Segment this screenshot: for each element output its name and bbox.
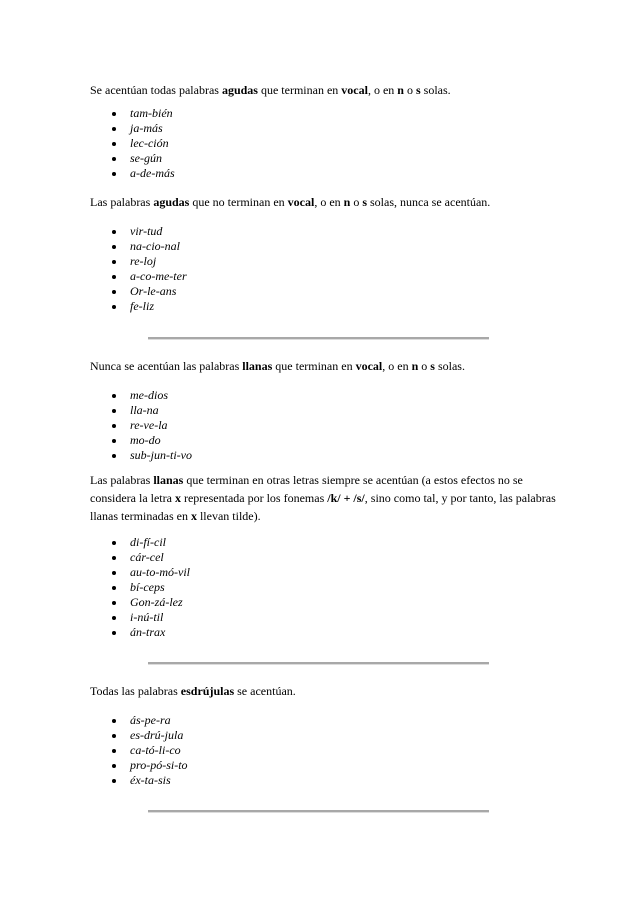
text-segment: , sino como tal, y por tanto, las palabras llanas terminadas en bbox=[90, 491, 556, 523]
bold-term: s bbox=[430, 359, 435, 373]
text-segment: que terminan en bbox=[257, 83, 342, 97]
list-item: Gon-zá-lez bbox=[90, 595, 190, 610]
list-item: es-drú-jula bbox=[90, 728, 188, 743]
list-item: án-trax bbox=[90, 625, 190, 640]
text-segment: que terminan en bbox=[272, 359, 356, 373]
list-item: re-loj bbox=[90, 254, 187, 269]
word-list-llanas-acentuadas bbox=[90, 535, 190, 640]
list-item: re-ve-la bbox=[90, 418, 192, 433]
text-segment: que no terminan en bbox=[189, 195, 288, 209]
list-item: me-dios bbox=[90, 388, 192, 403]
bold-term: llanas bbox=[153, 473, 184, 487]
text-segment: Nunca se acentúan las palabras bbox=[90, 359, 243, 373]
text-segment: representada por los fonemas bbox=[180, 491, 328, 505]
bold-term: vocal bbox=[287, 195, 315, 209]
list-item: cár-cel bbox=[90, 550, 190, 565]
list-item: tam-bién bbox=[90, 106, 175, 121]
horizontal-rule bbox=[148, 337, 489, 340]
paragraph-llanas-acentuadas bbox=[90, 471, 560, 525]
text-segment: Todas las palabras bbox=[90, 684, 181, 698]
bold-term: esdrújulas bbox=[180, 684, 235, 698]
list-item: bí-ceps bbox=[90, 580, 190, 595]
text-segment: Las palabras bbox=[90, 195, 154, 209]
text-segment: o bbox=[418, 359, 431, 373]
text-segment: se acentúan. bbox=[234, 684, 296, 698]
paragraph-agudas-sin-tilde bbox=[90, 193, 560, 211]
bold-term: /k/ + /s/ bbox=[327, 491, 365, 505]
list-item: mo-do bbox=[90, 433, 192, 448]
bold-term: vocal bbox=[341, 83, 368, 97]
paragraph-llanas-sin-tilde bbox=[90, 357, 560, 375]
text-segment: , o en bbox=[382, 359, 412, 373]
text-segment: llevan tilde). bbox=[196, 509, 261, 523]
text-segment: solas. bbox=[420, 83, 451, 97]
list-item: se-gún bbox=[90, 151, 175, 166]
word-list-agudas-acentuadas bbox=[90, 106, 175, 181]
list-item: ja-más bbox=[90, 121, 175, 136]
bold-term: n bbox=[397, 83, 404, 97]
text-segment: que terminan en otras letras siempre se acentúan (a estos efectos no se considera la letra bbox=[90, 473, 523, 505]
list-item: Or-le-ans bbox=[90, 284, 187, 299]
text-segment: Se acentúan todas palabras bbox=[90, 83, 222, 97]
text-segment: , o en bbox=[367, 83, 398, 97]
list-item: a-co-me-ter bbox=[90, 269, 187, 284]
bold-term: s bbox=[362, 195, 368, 209]
text-segment: solas. bbox=[434, 359, 465, 373]
word-list-esdrujulas bbox=[90, 713, 188, 788]
list-item: vir-tud bbox=[90, 224, 187, 239]
list-item: sub-jun-ti-vo bbox=[90, 448, 192, 463]
text-segment: o bbox=[350, 195, 363, 209]
paragraph-agudas-acentuadas bbox=[90, 81, 560, 99]
text-segment: o bbox=[403, 83, 416, 97]
bold-term: llanas bbox=[242, 359, 273, 373]
paragraph-esdrujulas bbox=[90, 682, 560, 700]
list-item: éx-ta-sis bbox=[90, 773, 188, 788]
word-list-llanas-sin-tilde bbox=[90, 388, 192, 463]
horizontal-rule bbox=[148, 662, 489, 665]
list-item: lla-na bbox=[90, 403, 192, 418]
bold-term: x bbox=[174, 491, 181, 505]
list-item: fe-liz bbox=[90, 299, 187, 314]
bold-term: n bbox=[411, 359, 419, 373]
bold-term: agudas bbox=[221, 83, 258, 97]
bold-term: x bbox=[190, 509, 197, 523]
bold-term: s bbox=[415, 83, 421, 97]
list-item: pro-pó-si-to bbox=[90, 758, 188, 773]
word-list-agudas-sin-tilde bbox=[90, 224, 187, 314]
list-item: lec-ción bbox=[90, 136, 175, 151]
list-item: na-cio-nal bbox=[90, 239, 187, 254]
text-segment: solas, nunca se acentúan. bbox=[367, 195, 491, 209]
list-item: i-nú-til bbox=[90, 610, 190, 625]
bold-term: agudas bbox=[153, 195, 190, 209]
list-item: a-de-más bbox=[90, 166, 175, 181]
list-item: ca-tó-li-co bbox=[90, 743, 188, 758]
list-item: ás-pe-ra bbox=[90, 713, 188, 728]
text-segment: , o en bbox=[314, 195, 344, 209]
horizontal-rule bbox=[148, 810, 489, 813]
list-item: di-fí-cil bbox=[90, 535, 190, 550]
bold-term: vocal bbox=[355, 359, 383, 373]
list-item: au-to-mó-vil bbox=[90, 565, 190, 580]
bold-term: n bbox=[343, 195, 351, 209]
text-segment: Las palabras bbox=[90, 473, 154, 487]
